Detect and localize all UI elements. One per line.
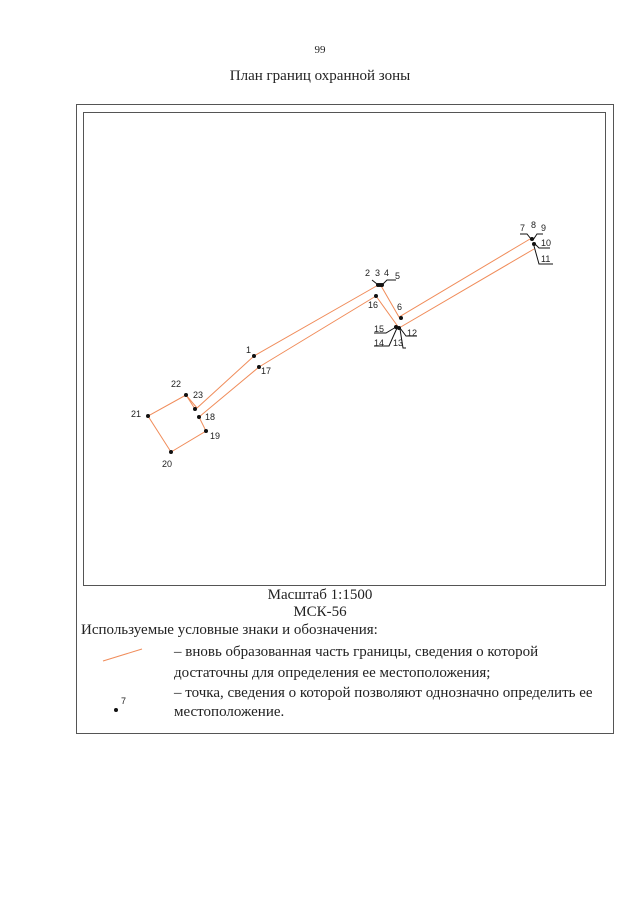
- point-label-6: 6: [397, 302, 403, 312]
- legend-point-symbol: [110, 696, 134, 716]
- point-label-8: 8: [531, 220, 537, 230]
- point-label-13: 13: [393, 338, 404, 348]
- point-label-15: 15: [374, 324, 385, 334]
- point-label-7: 7: [520, 223, 526, 233]
- legend-boundary-line-symbol: [102, 645, 144, 665]
- point-label-11: 11: [541, 254, 551, 264]
- point-label-9: 9: [541, 223, 547, 233]
- point-label-4: 4: [384, 268, 390, 278]
- point-label-23: 23: [193, 390, 204, 400]
- point-16: [374, 294, 378, 298]
- point-20: [169, 450, 173, 454]
- point-22: [184, 393, 188, 397]
- legend-point-dot: [114, 708, 118, 712]
- point-label-3: 3: [375, 268, 381, 278]
- point-label-22: 22: [171, 379, 182, 389]
- page-number: 99: [314, 44, 326, 56]
- point-label-2: 2: [365, 268, 371, 278]
- point-label-17: 17: [261, 366, 272, 376]
- crs-label: МСК-56: [293, 604, 347, 620]
- point-23: [193, 407, 197, 411]
- survey-map: [83, 112, 606, 586]
- point-label-19: 19: [210, 431, 221, 441]
- legend-point-number: 7: [121, 696, 127, 706]
- point-label-16: 16: [368, 300, 379, 310]
- point-label-14: 14: [374, 338, 385, 348]
- legend-boundary-line-text: – вновь образованная часть границы, сведения о которой достаточны для определения ее местоположения;: [174, 644, 539, 681]
- point-label-10: 10: [541, 238, 552, 248]
- point-19: [204, 429, 208, 433]
- legend-title: Используемые условные знаки и обозначения:: [81, 622, 378, 638]
- legend-point-text: – точка, сведения о которой позволяют однозначно определить ее местоположение.: [174, 685, 593, 720]
- point-label-20: 20: [162, 459, 173, 469]
- point-label-18: 18: [205, 412, 216, 422]
- document-title: План границ охранной зоны: [229, 68, 411, 84]
- point-21: [146, 414, 150, 418]
- point-18: [197, 415, 201, 419]
- point-label-5: 5: [395, 271, 401, 281]
- point-1: [252, 354, 256, 358]
- scale-label: Масштаб 1:1500: [267, 587, 373, 603]
- point-label-1: 1: [246, 345, 252, 355]
- point-6: [399, 316, 403, 320]
- point-label-21: 21: [131, 409, 142, 419]
- point-label-12: 12: [407, 328, 418, 338]
